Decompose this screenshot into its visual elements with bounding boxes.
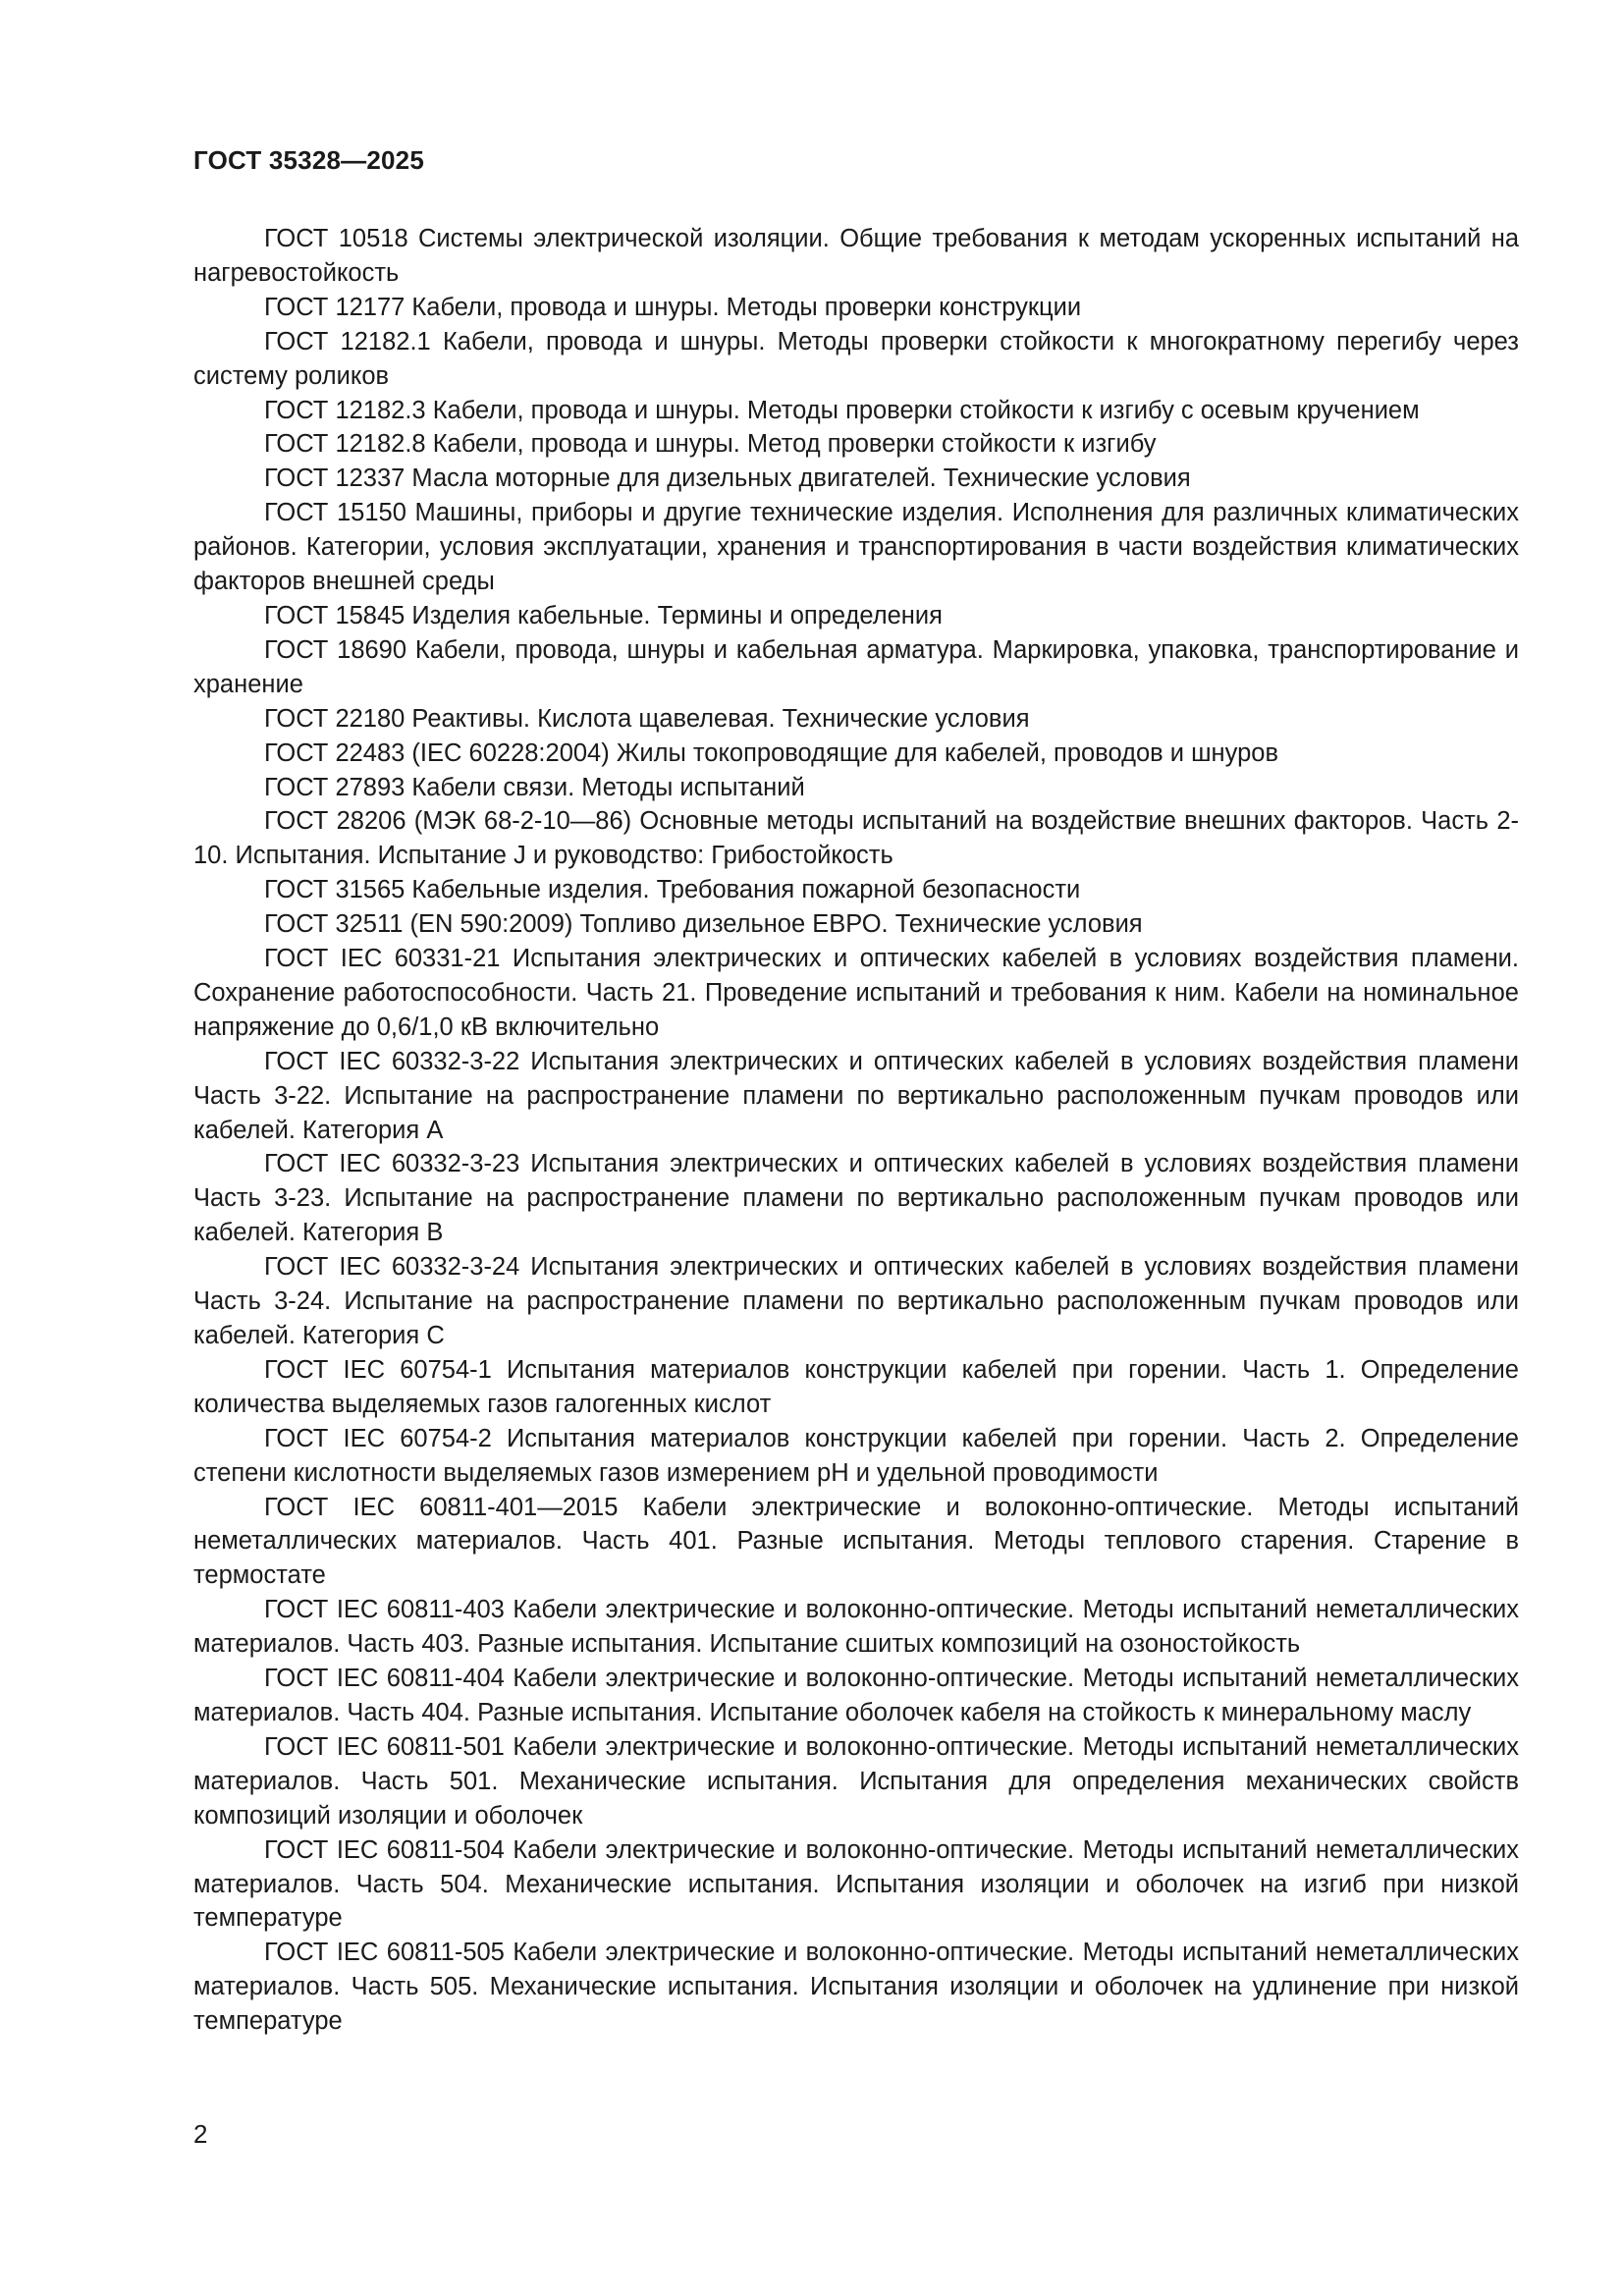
reference-item: ГОСТ 12182.8 Кабели, провода и шнуры. Метод проверки стойкости к изгибу <box>264 430 1157 459</box>
reference-item: ГОСТ 27893 Кабели связи. Методы испытаний <box>264 773 805 801</box>
reference-item: ГОСТ IEC 60754-2 Испытания материалов конструкции кабелей при горении. Часть 2. Определение степени кислотности выделяемых газов измерением pH и удельной проводимости <box>193 1424 1519 1487</box>
reference-item: ГОСТ 12177 Кабели, провода и шнуры. Методы проверки конструкции <box>264 293 1082 321</box>
reference-item: ГОСТ IEC 60811-403 Кабели электрические и волоконно-оптические. Методы испытаний неметаллических материалов. Часть 403. Разные испытания. Испытание сшитых композиций на озоностойкость <box>193 1596 1519 1659</box>
reference-item: ГОСТ IEC 60332-3-22 Испытания электрических и оптических кабелей в условиях воздействия пламени Часть 3-22. Испытание на распространение пламени по вертикально расположенным пучкам проводов или кабелей. Категория А <box>193 1047 1519 1144</box>
reference-item: ГОСТ IEC 60811-401—2015 Кабели электрические и волоконно-оптические. Методы испытаний неметаллических материалов. Часть 401. Разные испытания. Методы теплового старения. Старение в термостате <box>193 1493 1519 1590</box>
reference-item: ГОСТ IEC 60811-504 Кабели электрические и волоконно-оптические. Методы испытаний неметаллических материалов. Часть 504. Механические испытания. Испытания изоляции и оболочек на изгиб при низкой температуре <box>193 1835 1519 1933</box>
reference-item: ГОСТ 28206 (МЭК 68-2-10—86) Основные методы испытаний на воздействие внешних факторов. Часть 2-10. Испытания. Испытание J и руководство: Грибостойкость <box>193 807 1519 870</box>
reference-item: ГОСТ IEC 60331-21 Испытания электрических и оптических кабелей в условиях воздействия пламени. Сохранение работоспособности. Часть 21. Проведение испытаний и требования к ним. Кабели на номинальное напряжение до 0,6/1,0 кВ включительно <box>193 945 1519 1041</box>
reference-item: ГОСТ 31565 Кабельные изделия. Требования пожарной безопасности <box>264 876 1081 904</box>
reference-item: ГОСТ 15150 Машины, приборы и другие технические изделия. Исполнения для различных климатических районов. Категории, условия эксплуатации, хранения и транспортирования в части воздействия климатических факторов внешней среды <box>193 499 1519 596</box>
reference-item: ГОСТ IEC 60811-505 Кабели электрические и волоконно-оптические. Методы испытаний неметаллических материалов. Часть 505. Механические испытания. Испытания изоляции и оболочек на удлинение при низкой температуре <box>193 1939 1519 2036</box>
reference-item: ГОСТ 12182.1 Кабели, провода и шнуры. Методы проверки стойкости к многократному перегибу через систему роликов <box>193 327 1519 390</box>
reference-item: ГОСТ 12337 Масла моторные для дизельных двигателей. Технические условия <box>264 465 1191 493</box>
reference-item: ГОСТ IEC 60811-404 Кабели электрические и волоконно-оптические. Методы испытаний неметаллических материалов. Часть 404. Разные испытания. Испытание оболочек кабеля на стойкость к минеральному маслу <box>193 1665 1519 1726</box>
reference-item: ГОСТ 12182.3 Кабели, провода и шнуры. Методы проверки стойкости к изгибу с осевым кручением <box>264 396 1420 424</box>
reference-item: ГОСТ IEC 60332-3-23 Испытания электрических и оптических кабелей в условиях воздействия пламени Часть 3-23. Испытание на распространение пламени по вертикально расположенным пучкам проводов или кабелей. Категория В <box>193 1150 1519 1247</box>
reference-item: ГОСТ 10518 Системы электрической изоляции. Общие требования к методам ускоренных испытаний на нагревостойкость <box>193 225 1519 287</box>
normative-references-list <box>193 222 1519 2039</box>
page-number: 2 <box>193 2119 208 2149</box>
reference-item: ГОСТ IEC 60754-1 Испытания материалов конструкции кабелей при горении. Часть 1. Определение количества выделяемых газов галогенных кислот <box>193 1355 1519 1418</box>
reference-item: ГОСТ 15845 Изделия кабельные. Термины и определения <box>264 601 943 629</box>
reference-item: ГОСТ 18690 Кабели, провода, шнуры и кабельная арматура. Маркировка, упаковка, транспортирование и хранение <box>193 635 1519 698</box>
document-header-id: ГОСТ 35328—2025 <box>193 145 424 175</box>
reference-item: ГОСТ 22180 Реактивы. Кислота щавелевая. Технические условия <box>264 704 1030 733</box>
reference-item: ГОСТ IEC 60811-501 Кабели электрические и волоконно-оптические. Методы испытаний неметаллических материалов. Часть 501. Механические испытания. Испытания для определения механических свойств композиций изоляции и оболочек <box>193 1732 1519 1830</box>
reference-item: ГОСТ IEC 60332-3-24 Испытания электрических и оптических кабелей в условиях воздействия пламени Часть 3-24. Испытание на распространение пламени по вертикально расположенным пучкам проводов или кабелей. Категория С <box>193 1253 1519 1349</box>
reference-item: ГОСТ 22483 (IEC 60228:2004) Жилы токопроводящие для кабелей, проводов и шнуров <box>264 738 1278 767</box>
reference-item: ГОСТ 32511 (EN 590:2009) Топливо дизельное ЕВРО. Технические условия <box>264 910 1143 939</box>
